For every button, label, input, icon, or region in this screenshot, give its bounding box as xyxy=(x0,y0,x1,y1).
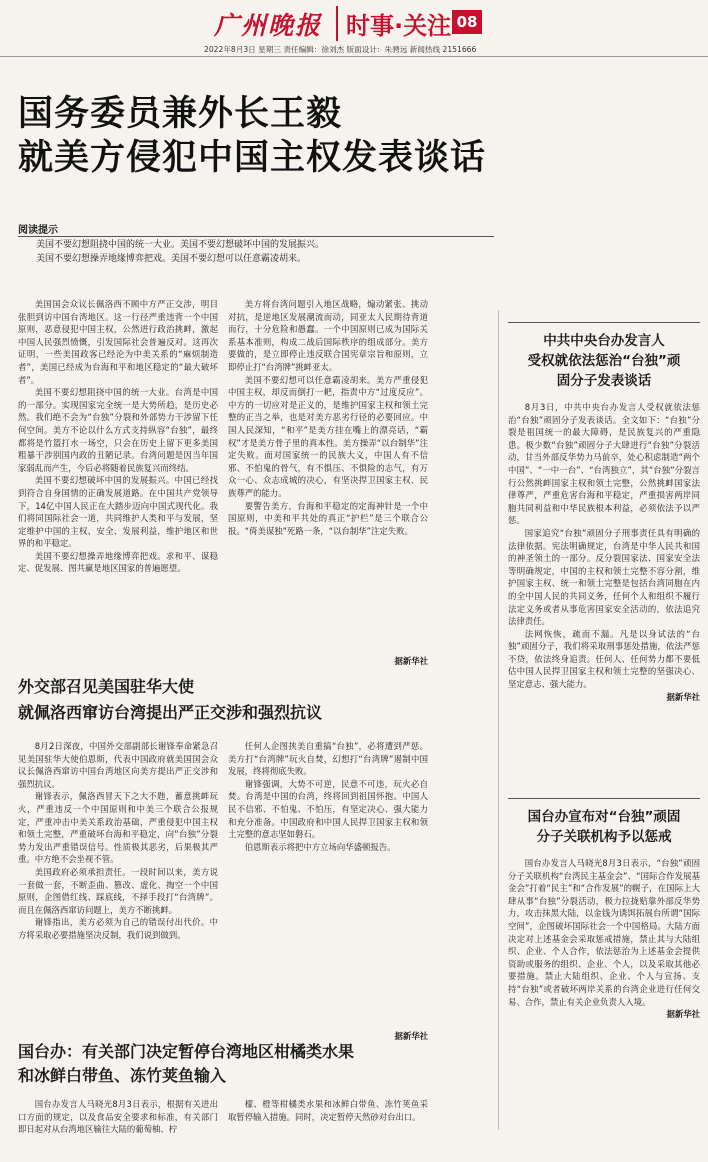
paragraph: 美方将台湾问题引入地区战略，煽动紧张、挑动对抗，是逆地区发展潮流而动，同亚太人民期待背道而行，十分危险和愚蠢。一个中国原则已成为国际关系基本准则，构成二战后国际秩序的组成部分。美方要做的，是立即停止违反联合国宪章宗旨和原则，立即停止打“台湾牌”挑衅亚太。 xyxy=(228,299,428,372)
main-headline-line1: 国务委员兼外长王毅 xyxy=(18,94,343,134)
article2-headline-line2: 就佩洛西窜访台湾提出严正交涉和强烈抗议 xyxy=(18,703,323,722)
newspaper-logo: 广州晚报 xyxy=(214,11,323,40)
paragraph: 美国不要幻想可以任意霸凌胡来。美方严重侵犯中国主权，却反而倒打一耙，指责中方“过度反应”。中方的一切应对是正义的，是维护国家主权和领土完整的正当之举，也是对美方恶劣行径的必要回应。中国人民深知，“和平”是美方挂在嘴上的漂亮话，“霸权”才是美方骨子里的真本性。美方操弄“以台制华”注定失败。面对国家统一的民族大义，中国人有不信邪、不怕鬼的骨气，有不惧压、不惧险的志气，有万众一心、众志成城的决心，有坚决捍卫国家主权、民族尊严的能力。 xyxy=(228,374,428,498)
paragraph: 美国政府必须承担责任。一段时间以来，美方说一套做一套，不断歪曲、篡改、虚化、掏空一个中国原则，企图借红线、踩底线，不择手段打“台湾牌”。而且在佩洛西窜访问题上，美方不断挑衅。 xyxy=(18,866,218,915)
masthead xyxy=(0,0,708,58)
sidebar2-source: 据新华社 xyxy=(666,1009,700,1020)
article3-headline-line1: 国台办：有关部门决定暂停台湾地区柑橘类水果 xyxy=(18,1042,355,1061)
sidebar2-headline xyxy=(508,807,700,847)
sidebar-article-2 xyxy=(508,798,700,1128)
paragraph: 谢锋表示，佩洛西冒天下之大不韪，蓄意挑衅玩火，严重违反一个中国原则和中美三个联合公报规定，严重冲击中美关系政治基础，严重侵犯中国主权和领土完整，严重破坏台海和平稳定，向“台独”分裂势力发出严重错误信号。性质极其恶劣，后果极其严重。中方绝不会坐视不管。 xyxy=(18,791,218,865)
sidebar1-headline-line1: 中共中央台办发言人 xyxy=(543,333,665,349)
paragraph: 檬、橙等柑橘类水果和冰鲜白带鱼、冻竹荚鱼采取暂停输入措施。同时，决定暂停天然砂对台出口。 xyxy=(228,1099,428,1122)
article2-headline xyxy=(18,674,488,726)
dateline: 2022年8月3日 星期三 责任编辑：徐刘杰 版面设计：朱骋远 新闻热线 2151666 xyxy=(204,45,477,54)
article2-source: 据新华社 xyxy=(394,1031,428,1041)
reading-tip-divider xyxy=(18,236,494,237)
paragraph: 8月2日深夜，中国外交部副部长谢锋奉命紧急召见美国驻华大使伯恩斯，代表中国政府就美国国会众议长佩洛西窜访中国台湾地区向美方提出严正交涉和强烈抗议。 xyxy=(18,741,218,789)
main-article-column-2 xyxy=(228,298,428,537)
paragraph: 美国不要幻想操弄地缘博弈把戏。求和平、谋稳定、促发展、图共赢是地区国家的普遍愿望。 xyxy=(18,550,218,574)
sidebar2-headline-line1: 国台办宣布对“台独”顽固 xyxy=(527,809,681,825)
page-number-badge: 08 xyxy=(452,10,482,34)
sidebar-article-1 xyxy=(508,322,700,772)
paragraph: 要警告美方，台海和平稳定的定海神针是一个中国原则，中美和平共处的真正“护栏”是三个联合公报。“倚美谋独”死路一条，“以台制华”注定失败。 xyxy=(228,500,428,536)
main-headline xyxy=(18,92,578,180)
paragraph: 谢锋强调，大势不可逆，民意不可违，玩火必自焚。台湾是中国的台湾，终将回到祖国怀抱。中国人民不信邪、不怕鬼、不怕压，有坚定决心、强大能力和充分准备。中国政府和中国人民捍卫国家主权和领土完整的意志坚如磐石。 xyxy=(228,778,428,840)
sidebar1-headline-line3: 固分子发表谈话 xyxy=(556,373,652,389)
main-article-column-1 xyxy=(18,298,218,575)
main-headline-line2: 就美方侵犯中国主权发表谈话 xyxy=(18,138,487,178)
sidebar2-headline-line2: 分子关联机构予以惩戒 xyxy=(536,829,672,845)
paragraph: 国家追究“台独”顽固分子刑事责任具有明确的法律依据。宪法明确规定，台湾是中华人民共和国的神圣领土的一部分。反分裂国家法、国家安全法等明确规定，中国的主权和领土完整不容分割，维护国家主权、统一和领土完整是包括台湾同胞在内的全中国人民的共同义务，任何个人和组织不履行法定义务或者从事危害国家安全活动的，依法追究法律责任。 xyxy=(508,527,700,627)
paragraph: 国台办发言人马晓光8月3日表示，根据有关进出口方面的规定，以及食品安全要求和标准，有关部门即日起对从台湾地区输往大陆的葡萄柚、柠 xyxy=(18,1099,218,1135)
paragraph: 美国不要幻想破坏中国的发展振兴。中国已经找到符合自身国情的正确发展道路。在中国共产党领导下，14亿中国人民正在大踏步迈向中国式现代化。我们将同国际社会一道，共同维护人类和平与发展，坚定维护中国的主权、安全、发展利益，维护地区和世界的和平稳定。 xyxy=(18,475,218,549)
reading-tip-para: 美国不要幻想阻挠中国的统一大业。美国不要幻想破坏中国的发展振兴。 xyxy=(36,240,325,250)
paragraph: 法网恢恢，疏而不漏。凡是以身试法的“台独”顽固分子，我们将采取刑事惩处措施，依法严惩不贷，依法终身追责。任何人、任何势力都不要低估中国人民捍卫国家主权和领土完整的坚强决心、坚定意志、强大能力。 xyxy=(508,628,700,690)
sidebar1-headline xyxy=(508,331,700,391)
paragraph: 谢锋指出，美方必须为自己的错误付出代价。中方将采取必要措施坚决反制，我们说到做到。 xyxy=(18,917,218,940)
article2-column-2 xyxy=(228,740,428,853)
article2-headline-line1: 外交部召见美国驻华大使 xyxy=(18,677,195,696)
sidebar1-source: 据新华社 xyxy=(666,691,700,702)
paragraph: 国台办发言人马晓光8月3日表示，“台独”顽固分子关联机构“台湾民主基金会”、“国际合作发展基金会”打着“民主”和“合作发展”的幌子，在国际上大肆从事“台独”分裂活动，极力拉拢贴靠外部反华势力，攻击抹黑大陆，以金钱为诱饵拓展台所谓“国际空间”，企图破坏国际社会一个中国格局。大陆方面决定对上述基金会采取惩戒措施，禁止其与大陆组织、企业、个人合作，依法惩治为上述基金会提供资助或服务的组织、企业、个人，以及采取其他必要措施。禁止大陆组织、企业、个人与宣扬、支持“台独”或者破坏两岸关系的台湾企业进行任何交易、合作，禁止有关企业负责人入境。 xyxy=(508,858,700,1007)
paragraph: 8月3日，中共中央台办发言人受权就依法惩治“台独”顽固分子发表谈话。全文如下：“台独”分裂是祖国统一的最大障碍，是民族复兴的严重隐患。极少数“台独”顽固分子大肆进行“台独”分裂活动，甘当外部反华势力马前卒，处心积虑制造“两个中国”、“一中一台”、“台湾独立”，其“台独”分裂言行公然挑衅国家主权和领土完整，公然挑衅国家法律尊严，严重危害台海和平稳定，严重损害两岸同胞共同利益和中华民族根本利益，必须依法予以严惩。 xyxy=(508,402,700,526)
main-article-source: 据新华社 xyxy=(394,656,428,666)
paragraph: 伯恩斯表示将把中方立场向华盛顿报告。 xyxy=(244,841,396,852)
reading-tip-para: 美国不要幻想操弄地缘博弈把戏。美国不要幻想可以任意霸凌胡来。 xyxy=(36,254,307,264)
column-divider xyxy=(498,310,499,1130)
reading-tip-text xyxy=(18,238,494,266)
sidebar2-body xyxy=(508,857,700,1008)
article3-headline xyxy=(18,1040,488,1088)
sidebar1-headline-line2: 受权就依法惩治“台独”顽 xyxy=(527,353,681,369)
section-title: 时事·关注 xyxy=(336,6,451,41)
article3-column-1 xyxy=(18,1098,218,1136)
paragraph: 任何人企图挟美自重搞“台独”，必将遭到严惩。美方打“台湾牌”玩火自焚，幻想打“台湾牌”遏制中国发展，终将彻底失败。 xyxy=(228,741,428,777)
paragraph: 美国国会众议长佩洛西不顾中方严正交涉，明目张胆到访中国台湾地区。这一行径严重违背一个中国原则，恶意侵犯中国主权，公然进行政治挑衅，激起中国人民强烈愤慨，引发国际社会普遍反对。这再次证明，一些美国政客已经沦为中美关系的“麻烦制造者”，美国已经成为台海和平和地区稳定的“最大破坏者”。 xyxy=(18,299,218,385)
reading-tip-label: 阅读提示 xyxy=(18,225,58,236)
article3-headline-line2: 和冰鲜白带鱼、冻竹荚鱼输入 xyxy=(18,1066,227,1085)
masthead-divider xyxy=(0,56,708,57)
article2-column-1 xyxy=(18,740,218,942)
sidebar1-body xyxy=(508,401,700,691)
article3-column-2 xyxy=(228,1098,428,1123)
paragraph: 美国不要幻想阻挠中国的统一大业。台湾是中国的一部分。实现国家完全统一是大势所趋，是历史必然。我们绝不会为“台独”分裂和外部势力干涉留下任何空间。美方不论以什么方式支持纵容“台独”，最终都将是竹篮打水一场空，只会在历史上留下更多美国粗暴干涉别国内政的丑陋记录。台湾问题是因当年国家弱乱而产生，今后必将随着民族复兴而终结。 xyxy=(18,387,218,473)
